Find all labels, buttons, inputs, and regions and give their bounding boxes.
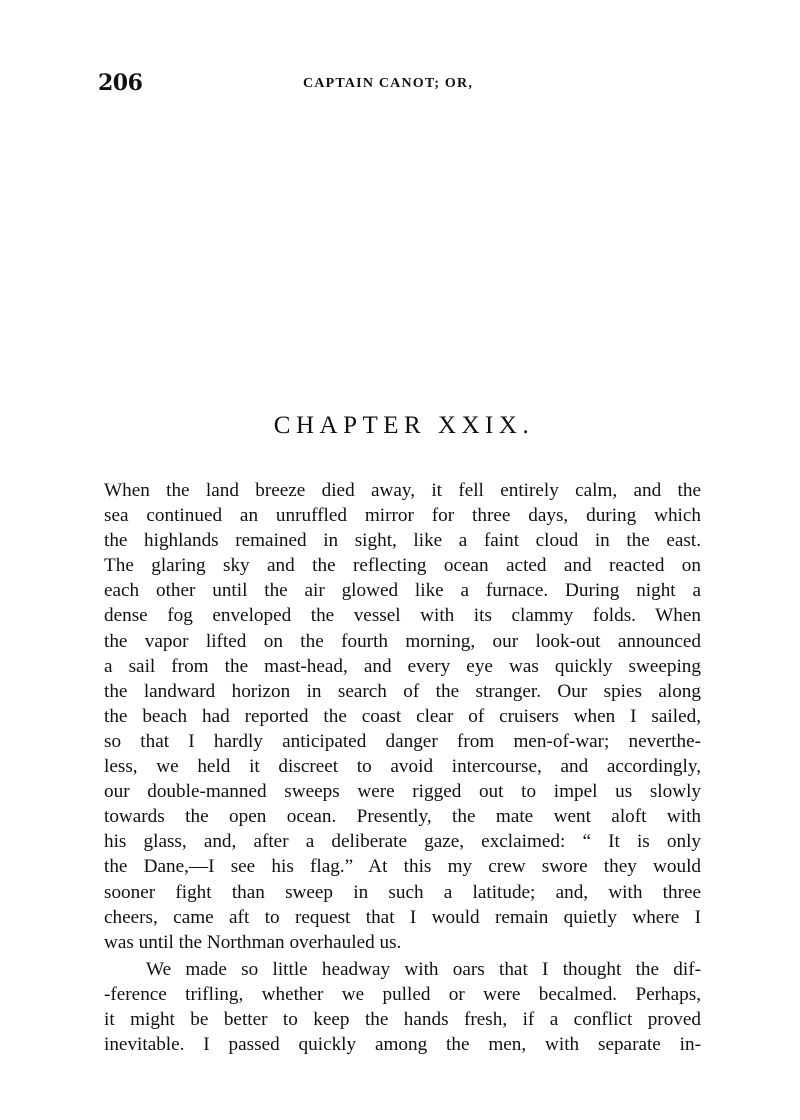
text-line: the landward horizon in search of the stranger. Our spies along <box>104 680 701 702</box>
text-line: -ference trifling, whether we pulled or were becalmed. Perhaps, <box>104 983 701 1005</box>
text-line: towards the open ocean. Presently, the mate went aloft with <box>104 806 701 828</box>
text-line: a sail from the mast-head, and every eye was quickly sweeping <box>104 655 701 677</box>
text-line: the beach had reported the coast clear of cruisers when I sailed, <box>104 705 701 727</box>
text-line: it might be better to keep the hands fresh, if a conflict proved <box>104 1008 701 1030</box>
text-line: less, we held it discreet to avoid intercourse, and accordingly, <box>104 756 701 778</box>
text-line: dense fog enveloped the vessel with its clammy folds. When <box>104 605 701 627</box>
text-line: the vapor lifted on the fourth morning, our look-out announced <box>104 630 701 652</box>
text-line: each other until the air glowed like a furnace. During night a <box>104 580 701 602</box>
text-line: the Dane,—I see his flag.” At this my crew swore they would <box>104 856 701 878</box>
text-line: When the land breeze died away, it fell entirely calm, and the <box>104 480 701 501</box>
text-line: inevitable. I passed quickly among the men, with separate in- <box>104 1034 701 1056</box>
text-line: the highlands remained in sight, like a faint cloud in the east. <box>104 530 701 552</box>
paragraph-1 <box>104 478 701 955</box>
text-line: sea continued an unruffled mirror for three days, during which <box>104 505 701 527</box>
text-line: so that I hardly anticipated danger from men-of-war; neverthe- <box>104 730 701 752</box>
text-line: cheers, came aft to request that I would remain quietly where I <box>104 906 701 928</box>
chapter-title: CHAPTER XXIX. <box>273 412 535 439</box>
text-line: The glaring sky and the reflecting ocean acted and reacted on <box>104 555 701 577</box>
page-number: 206 <box>98 70 143 96</box>
text-line: We made so little headway with oars that I thought the dif- <box>146 958 701 980</box>
text-line: our double-manned sweeps were rigged out to impel us slowly <box>104 781 701 803</box>
running-head: CAPTAIN CANOT; OR, <box>303 76 474 91</box>
chapter-body <box>104 478 701 1057</box>
text-line: his glass, and, after a deliberate gaze, exclaimed: “ It is only <box>104 831 701 853</box>
paragraph-2 <box>104 957 701 1057</box>
text-line: sooner fight than sweep in such a latitude; and, with three <box>104 881 701 903</box>
text-line: was until the Northman overhauled us. <box>104 931 402 953</box>
